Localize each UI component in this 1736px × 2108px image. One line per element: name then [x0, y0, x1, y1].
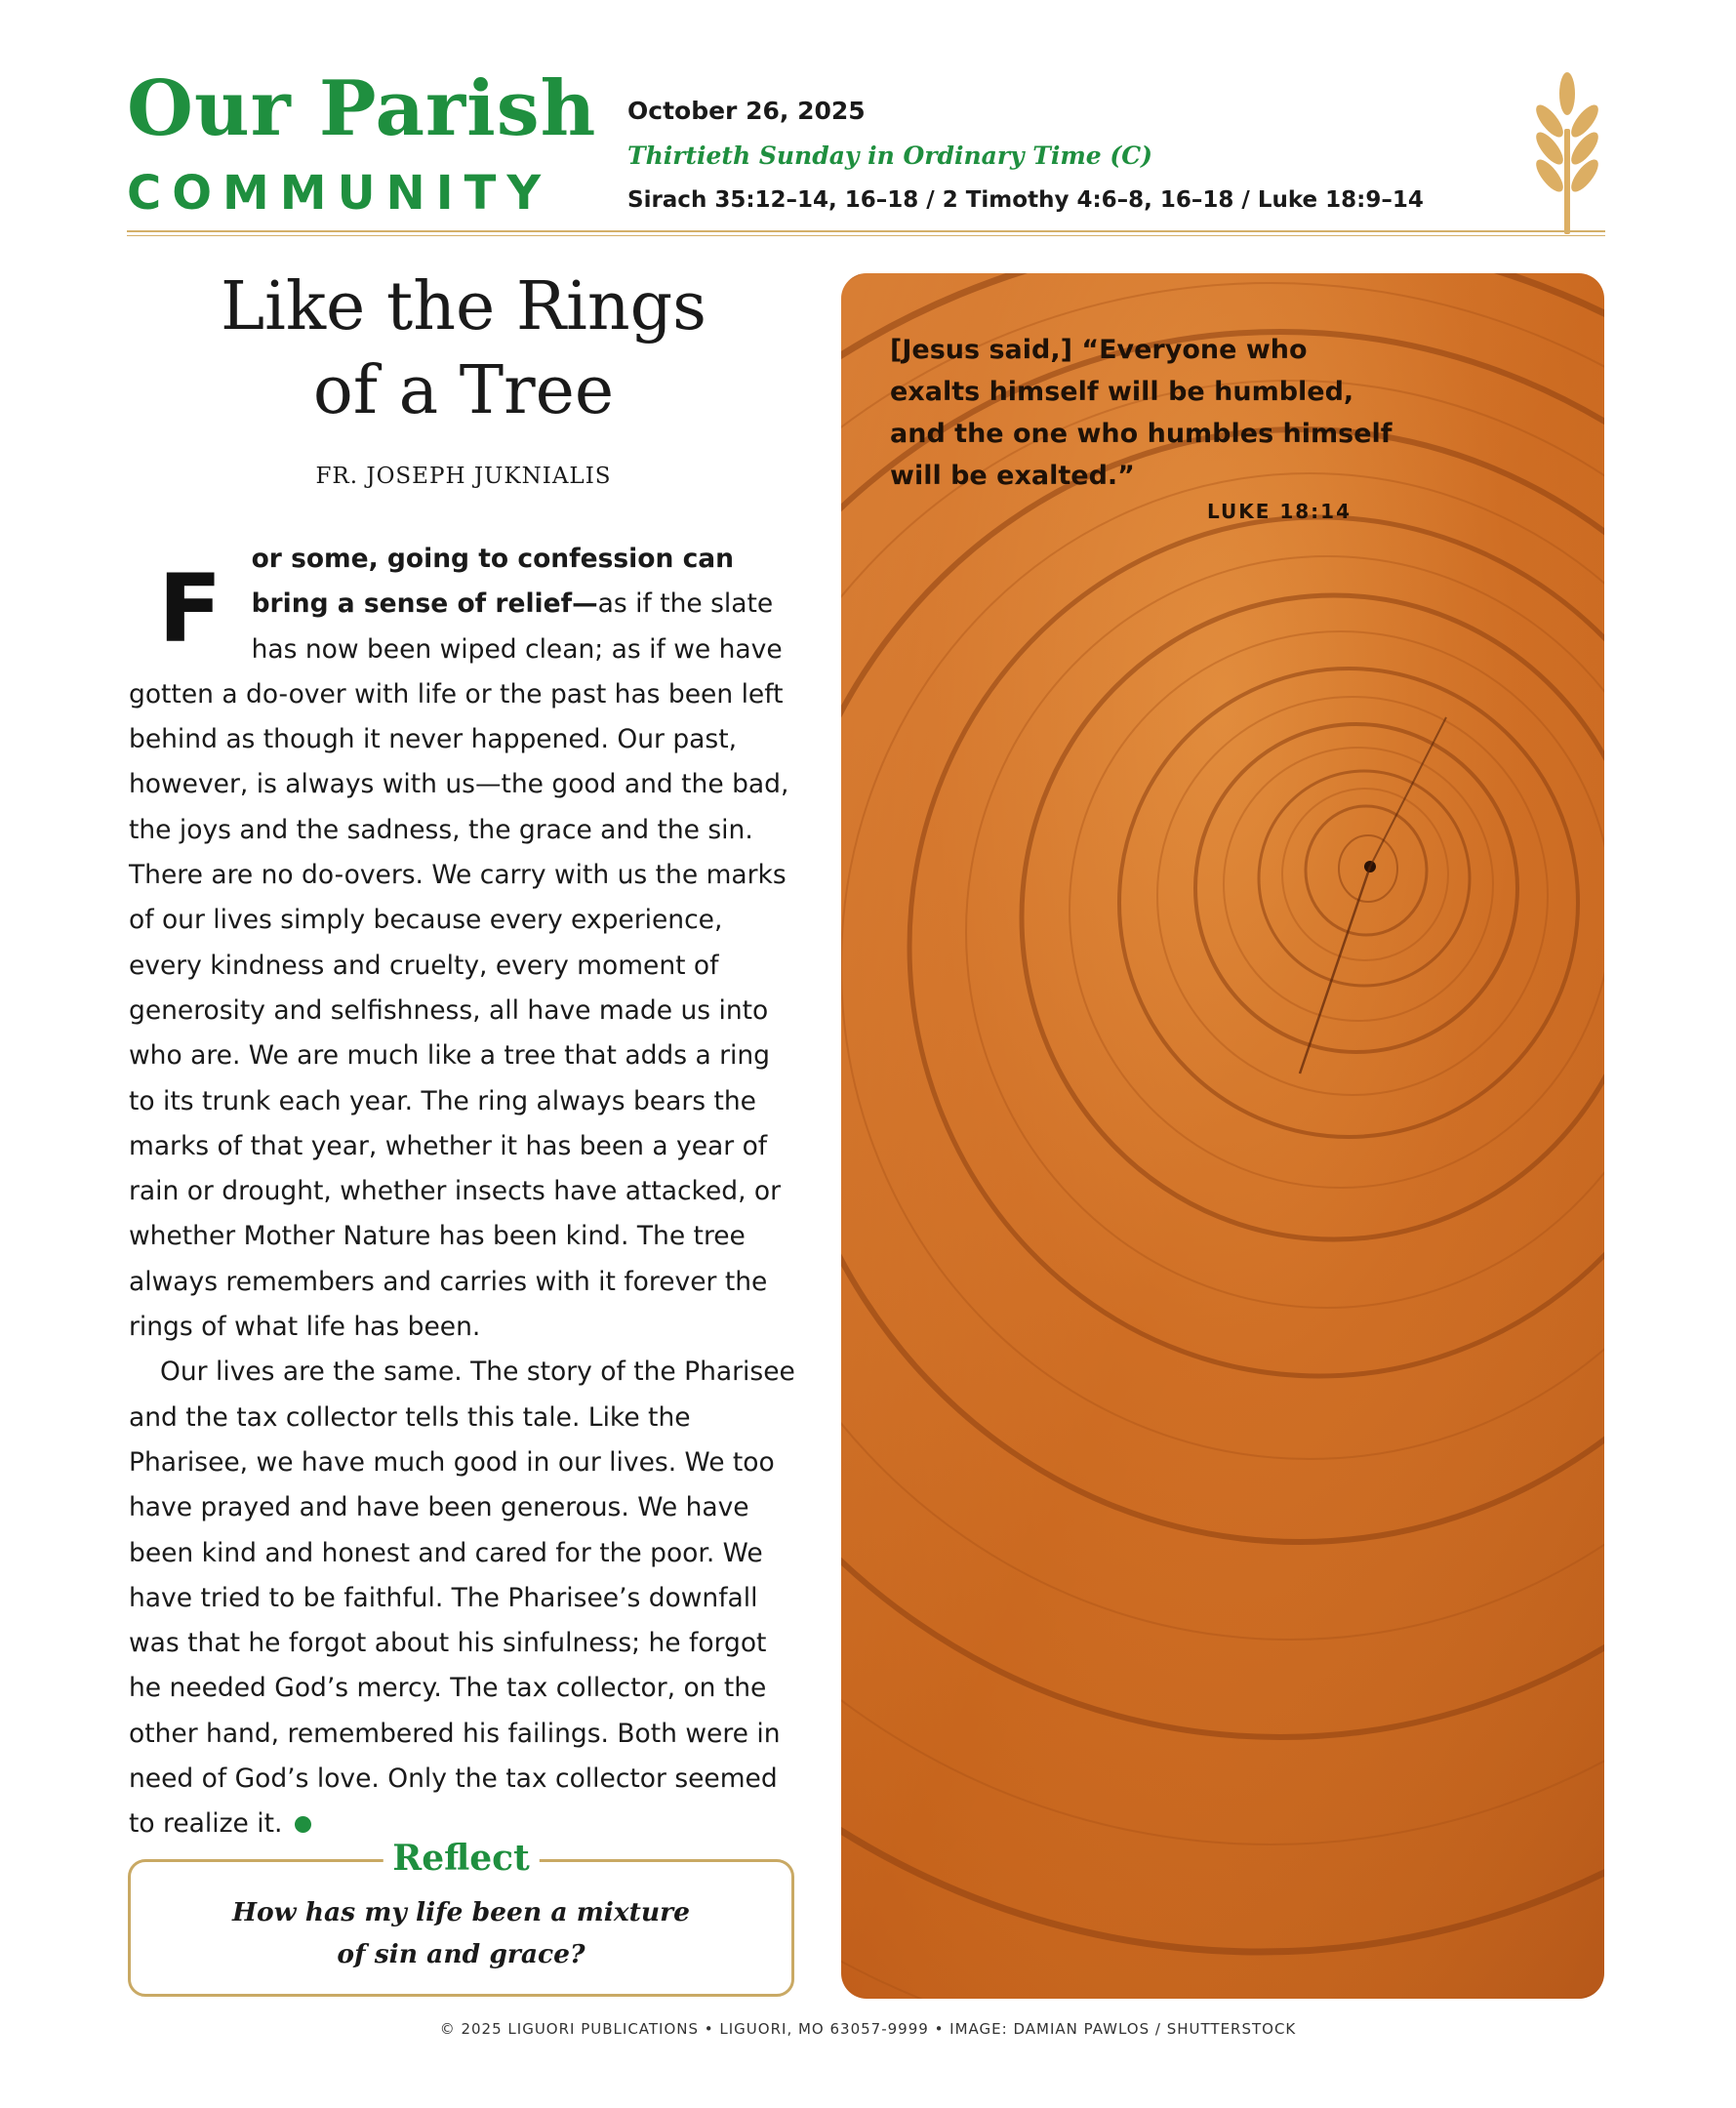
quote-line-2: exalts himself will be humbled, [890, 377, 1354, 407]
article-body [129, 537, 802, 1847]
footer-credits: © 2025 LIGUORI PUBLICATIONS • LIGUORI, MO 63057-9999 • IMAGE: DAMIAN PAWLOS / SHUTTERSTOCK [439, 2020, 1297, 2038]
article-title [127, 265, 800, 433]
header-rule [127, 230, 1605, 232]
quote-line-1: [Jesus said,] “Everyone who [890, 335, 1308, 365]
liturgical-day: Thirtieth Sunday in Ordinary Time (C) [627, 142, 1152, 170]
header-rule-thin [127, 235, 1605, 236]
quote-line-4: will be exalted.” [890, 461, 1135, 491]
reflect-question [131, 1891, 791, 1975]
title-line-2: of a Tree [312, 352, 615, 429]
paragraph-1-text: as if the slate has now been wiped clean; as if we have gotten a do-over with life or the past has been left behind as though it never happened. Our past, however, is always with us—the good and the bad, the joys and the sadness, the grace and the sin. There are no do-overs. We carry with us the marks of our lives simply because every experience, every kindness and cruelty, every moment of generosity and selfishness, all have made us into who are. We are much like a tree that adds a ring to its trunk each year. The ring always bears the marks of that year, whether it has been a year of rain or drought, whether insects have attacked, or whether Mother Nature has been kind. The tree always remembers and carries with it forever the rings of what life has been. [129, 588, 789, 1343]
issue-info [627, 96, 1424, 215]
readings: Sirach 35:12–14, 16–18 / 2 Timothy 4:6–8, 16–18 / Luke 18:9–14 [627, 187, 1424, 213]
byline: FR. JOSEPH JUKNIALIS [315, 464, 612, 489]
paragraph-2 [129, 1350, 802, 1846]
drop-cap: F [158, 554, 222, 664]
quote-line-3: and the one who humbles himself [890, 419, 1393, 449]
quote-reference: LUKE 18:14 [1206, 500, 1352, 523]
end-dot-icon [295, 1816, 311, 1833]
title-line-1: Like the Rings [220, 268, 707, 345]
reflect-box [128, 1838, 794, 1997]
reflect-question-line-2: of sin and grace? [337, 1939, 585, 1969]
masthead-logo [127, 64, 597, 226]
tree-rings-image [841, 273, 1604, 1999]
masthead-subtitle: COMMUNITY [127, 166, 552, 221]
reflect-question-line-1: How has my life been a mixture [232, 1897, 690, 1927]
scripture-quote [890, 329, 1397, 497]
masthead-title: Our Parish [127, 64, 597, 153]
paragraph-2-text: Our lives are the same. The story of the Pharisee and the tax collector tells this tale. Like the Pharisee, we have much good in our lives. We too have prayed and have been generous. We have been kind and honest and cared for the poor. We have tried to be faithful. The Pharisee’s downfall was that he forgot about his sinfulness; he forgot he needed God’s mercy. The tax collector, on the other hand, remembered his failings. Both were in need of God’s love. Only the tax collector seemed to realize it. [129, 1357, 795, 1840]
issue-date: October 26, 2025 [627, 97, 866, 125]
lead-in: or some, going to confession can bring a sense of relief— [251, 544, 735, 620]
reflect-label: Reflect [383, 1837, 539, 1880]
paragraph-1 [129, 537, 802, 1350]
wheat-icon [1527, 70, 1607, 234]
